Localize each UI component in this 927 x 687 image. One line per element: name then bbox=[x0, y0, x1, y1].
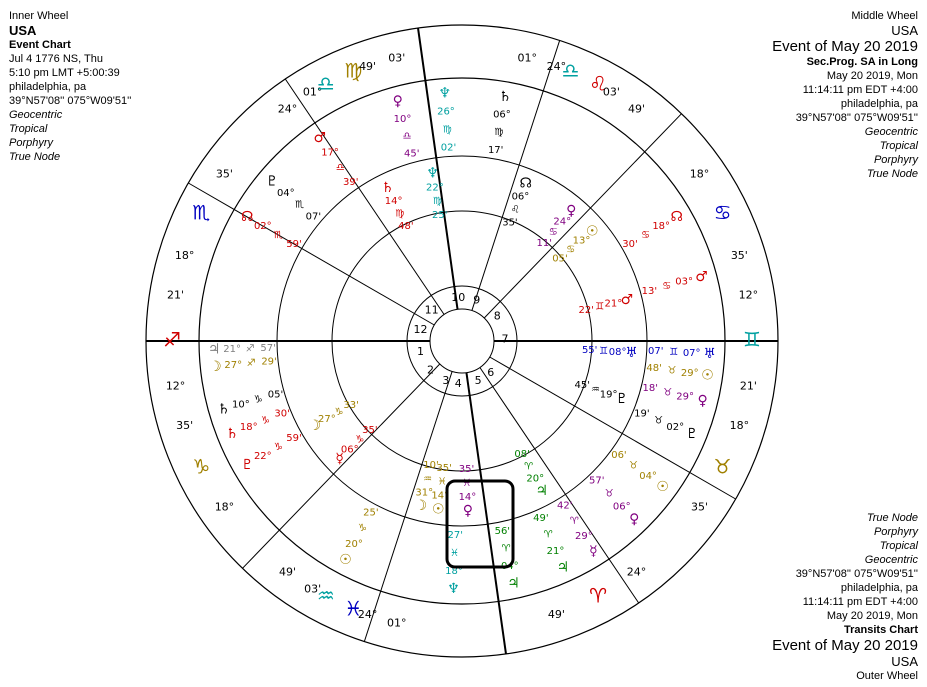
planet-degree: 06° bbox=[511, 191, 530, 203]
planet-glyph: ♆ bbox=[438, 85, 451, 102]
planet-minute: 57' bbox=[589, 475, 605, 487]
planet-degree: 21° bbox=[604, 298, 623, 310]
zodiac-sign-glyph: ♎ bbox=[561, 58, 580, 83]
planet-sign-glyph: ♋ bbox=[641, 230, 651, 241]
planet-degree: 04° bbox=[500, 560, 519, 572]
planet-glyph: ☊ bbox=[670, 209, 683, 225]
zodiac-sign-glyph: ♉ bbox=[713, 454, 732, 479]
middle-wheel-label: Middle Wheel bbox=[851, 10, 918, 22]
sign-minute-label: 35' bbox=[215, 167, 233, 181]
zodiac-sign-glyph: ♏ bbox=[192, 200, 211, 225]
planet-degree: 17° bbox=[321, 147, 339, 159]
outer-chart-event: Event of May 20 2019 bbox=[772, 637, 918, 654]
planet-minute: 25' bbox=[363, 507, 379, 519]
planet-minute: 11' bbox=[536, 237, 553, 249]
sign-degree-label: 24° bbox=[546, 59, 567, 73]
planet-glyph: ♄ bbox=[381, 180, 394, 197]
planet-degree: 24° bbox=[553, 216, 572, 228]
zodiac-sign-glyph: ♍ bbox=[344, 58, 363, 83]
middle-chart-name: USA bbox=[891, 23, 918, 38]
planet-minute: 07' bbox=[647, 346, 664, 358]
outer-chart-time: 11:14:11 pm EDT +4:00 bbox=[802, 596, 918, 608]
planet-minute: 33' bbox=[343, 400, 359, 411]
planet-minute: 30' bbox=[274, 408, 290, 420]
sign-minute-label: 03' bbox=[304, 582, 322, 596]
planet-degree: 07° bbox=[682, 348, 701, 360]
planet-degree: 19° bbox=[599, 389, 618, 401]
planet-minute: 42' bbox=[557, 500, 573, 512]
planet-glyph: ☉ bbox=[701, 367, 714, 384]
sign-minute-label: 49' bbox=[628, 102, 646, 116]
planet-minute: 22' bbox=[578, 305, 594, 317]
house-number: 8 bbox=[493, 309, 501, 323]
planet-degree: 14° bbox=[431, 490, 450, 502]
sign-minute-label: 35' bbox=[691, 500, 709, 514]
zodiac-sign-glyph: ♌ bbox=[589, 71, 608, 96]
sign-minute-label: 49' bbox=[278, 565, 296, 579]
planet-sign-glyph: ♈ bbox=[524, 461, 534, 473]
outer-setting: Geocentric bbox=[864, 554, 918, 566]
planet-sign-glyph: ♑ bbox=[273, 442, 283, 453]
planet-sign-glyph: ♉ bbox=[663, 387, 673, 399]
house-number: 4 bbox=[454, 376, 462, 390]
planet-glyph: ☿ bbox=[335, 451, 345, 468]
zodiac-sign-glyph: ♊ bbox=[743, 327, 761, 352]
planet-minute: 45' bbox=[404, 148, 420, 160]
zodiac-sign-glyph: ♓ bbox=[344, 596, 363, 621]
planet-glyph: ☽ bbox=[209, 358, 222, 375]
planet-degree: 22° bbox=[253, 451, 272, 462]
planet-minute: 05' bbox=[267, 389, 284, 401]
house-number: 10 bbox=[451, 291, 466, 305]
sign-degree-label: 24° bbox=[277, 102, 298, 116]
planet-sign-glyph: ♍ bbox=[494, 127, 504, 139]
house-cusp-line bbox=[472, 40, 560, 310]
planet-minute: 08' bbox=[514, 449, 530, 461]
planet-sign-glyph: ♐ bbox=[246, 358, 256, 370]
planet-minute: 13' bbox=[641, 285, 658, 297]
planet-sign-glyph: ♑ bbox=[260, 415, 270, 427]
planet-minute: 49' bbox=[533, 513, 549, 525]
planet-sign-glyph: ♉ bbox=[667, 365, 677, 377]
planet-minute: 30' bbox=[622, 239, 638, 250]
house-cusp-line bbox=[285, 79, 444, 314]
planet-sign-glyph: ♒ bbox=[423, 473, 433, 485]
planet-minute: 19' bbox=[634, 408, 650, 420]
planet-degree: 03° bbox=[675, 276, 694, 288]
planet-sign-glyph: ♉ bbox=[654, 415, 664, 427]
sign-minute-label: 03' bbox=[388, 51, 406, 65]
planet-minute: 18' bbox=[642, 382, 658, 394]
planet-minute: 25' bbox=[432, 209, 448, 221]
outer-chart-place: philadelphia, pa bbox=[840, 582, 918, 594]
planet-sign-glyph: ♈ bbox=[569, 515, 579, 527]
planet-degree: 18° bbox=[445, 565, 463, 577]
outer-chart-coords: 39°N57'08'' 075°W09'51'' bbox=[795, 568, 918, 580]
planet-glyph: ♇ bbox=[685, 425, 699, 442]
planet-glyph: ☉ bbox=[656, 478, 669, 495]
planet-sign-glyph: ♍ bbox=[442, 124, 452, 136]
planet-sign-glyph: ♓ bbox=[437, 476, 447, 488]
planet-minute: 07' bbox=[305, 211, 322, 223]
planet-sign-glyph: ♑ bbox=[357, 523, 367, 535]
planet-glyph: ♅ bbox=[703, 345, 716, 362]
sign-degree-label: 18° bbox=[174, 249, 195, 263]
zodiac-sign-glyph: ♑ bbox=[192, 454, 211, 479]
planet-degree: 31° bbox=[415, 487, 434, 499]
planet-glyph: ♂ bbox=[313, 129, 327, 146]
planet-sign-glyph: ♉ bbox=[604, 488, 614, 500]
planet-sign-glyph: ♊ bbox=[599, 345, 609, 357]
inner-setting: True Node bbox=[9, 151, 61, 163]
outer-chart-name: USA bbox=[891, 654, 918, 669]
house-number: 1 bbox=[416, 345, 424, 359]
sign-minute-label: 03' bbox=[602, 85, 620, 99]
middle-chart-place: philadelphia, pa bbox=[840, 98, 918, 110]
planet-sign-glyph: ♏ bbox=[273, 230, 283, 241]
outer-chart-type: Transits Chart bbox=[844, 624, 918, 636]
planet-minute: 57' bbox=[260, 342, 276, 354]
planet-degree: 29° bbox=[575, 531, 593, 543]
planet-degree: 14° bbox=[384, 195, 403, 207]
planet-sign-glyph: ♎ bbox=[335, 162, 345, 174]
planet-sign-glyph: ♓ bbox=[450, 547, 460, 559]
planet-minute: 17' bbox=[487, 144, 504, 156]
planet-degree: 18° bbox=[652, 221, 671, 232]
planet-degree: 04° bbox=[276, 188, 295, 200]
sign-degree-label: 12° bbox=[165, 379, 186, 393]
outer-setting: Porphyry bbox=[873, 526, 918, 538]
middle-setting: Geocentric bbox=[864, 126, 918, 138]
inner-chart-time: 5:10 pm LMT +5:00:39 bbox=[9, 67, 120, 79]
planet-minute: 35' bbox=[436, 462, 452, 474]
planet-degree: 27° bbox=[224, 360, 243, 372]
sign-minute-label: 35' bbox=[730, 249, 748, 263]
planet-minute: 48' bbox=[398, 220, 414, 232]
inner-setting: Geocentric bbox=[9, 109, 63, 121]
planet-glyph: ♃ bbox=[556, 559, 570, 576]
planet-minute: 06' bbox=[611, 450, 627, 462]
sign-minute-label: 49' bbox=[359, 59, 377, 73]
planet-glyph: ♃ bbox=[207, 341, 221, 358]
sign-minute-label: 49' bbox=[547, 608, 565, 622]
planet-glyph: ☽ bbox=[308, 418, 322, 434]
planet-minute: 39' bbox=[342, 177, 359, 189]
planet-degree: 27° bbox=[318, 414, 336, 425]
sign-degree-label: 18° bbox=[689, 167, 710, 181]
planet-glyph: ♇ bbox=[615, 391, 629, 408]
planet-glyph: ♆ bbox=[426, 165, 439, 182]
planet-minute: 27' bbox=[447, 529, 463, 541]
planet-minute: 56' bbox=[494, 525, 511, 537]
planet-minute: 59' bbox=[286, 433, 302, 444]
zodiac-sign-glyph: ♎ bbox=[316, 71, 335, 96]
planet-degree: 02° bbox=[253, 221, 272, 232]
middle-chart-event: Event of May 20 2019 bbox=[772, 38, 918, 55]
inner-chart-coords: 39°N57'08'' 075°W09'51'' bbox=[9, 95, 132, 107]
planet-minute: 35' bbox=[502, 217, 518, 229]
house-number: 6 bbox=[487, 365, 495, 379]
planet-glyph: ☊ bbox=[519, 175, 532, 192]
planet-degree: 13° bbox=[572, 235, 591, 247]
sign-minute-label: 21' bbox=[739, 379, 757, 393]
planet-degree: 18° bbox=[239, 422, 258, 434]
planet-degree: 10° bbox=[393, 113, 412, 125]
planet-glyph: ♄ bbox=[498, 88, 512, 105]
planet-sign-glyph: ♈ bbox=[543, 529, 553, 541]
planet-degree: 20° bbox=[526, 473, 545, 485]
planet-sign-glyph: ♑ bbox=[355, 434, 365, 446]
inner-setting: Porphyry bbox=[9, 137, 54, 149]
planet-glyph: ♂ bbox=[695, 268, 708, 285]
zodiac-sign-glyph: ♐ bbox=[163, 327, 181, 352]
planet-sign-glyph: ♑ bbox=[334, 407, 344, 418]
planet-glyph: ☊ bbox=[241, 209, 254, 225]
planet-sign-glyph: ♓ bbox=[462, 477, 472, 489]
middle-setting: True Node bbox=[866, 168, 918, 180]
planet-degree: 10° bbox=[232, 399, 250, 411]
planet-glyph: ♅ bbox=[625, 344, 638, 361]
sign-degree-label: 01° bbox=[302, 85, 323, 99]
planet-glyph: ☉ bbox=[339, 551, 352, 568]
house-number: 3 bbox=[442, 373, 450, 387]
planet-minute: 48' bbox=[646, 362, 662, 374]
sign-degree-label: 18° bbox=[214, 500, 235, 514]
planet-sign-glyph: ♋ bbox=[566, 244, 576, 256]
planet-sign-glyph: ♉ bbox=[629, 460, 638, 472]
planet-degree: 21° bbox=[223, 344, 242, 356]
planet-sign-glyph: ♈ bbox=[501, 543, 511, 555]
planet-sign-glyph: ♊ bbox=[595, 301, 605, 313]
planet-sign-glyph: ♐ bbox=[245, 343, 255, 355]
sign-degree-label: 24° bbox=[357, 608, 378, 622]
planet-minute: 35' bbox=[458, 463, 475, 475]
house-number: 2 bbox=[427, 363, 435, 377]
planet-minute: 10' bbox=[423, 460, 439, 472]
planet-glyph: ♇ bbox=[265, 173, 279, 190]
inner-chart-name: USA bbox=[9, 23, 37, 38]
zodiac-sign-glyph: ♒ bbox=[316, 583, 335, 608]
planet-glyph: ♀ bbox=[566, 202, 577, 219]
inner-chart-type: Event Chart bbox=[9, 39, 71, 51]
inner-wheel-label: Inner Wheel bbox=[9, 10, 69, 22]
inner-chart-place: philadelphia, pa bbox=[9, 81, 87, 93]
planet-degree: 21° bbox=[546, 546, 565, 558]
outer-chart-date: May 20 2019, Mon bbox=[826, 610, 918, 622]
planet-minute: 29' bbox=[261, 356, 277, 368]
planet-degree: 29° bbox=[680, 368, 699, 380]
planet-glyph: ♀ bbox=[392, 93, 403, 110]
planet-minute: 02' bbox=[440, 142, 457, 154]
planet-degree: 26° bbox=[437, 106, 455, 118]
planet-glyph: ♃ bbox=[507, 575, 520, 592]
planet-degree: 20° bbox=[345, 539, 363, 551]
house-number: 12 bbox=[413, 322, 428, 336]
planet-sign-glyph: ♊ bbox=[669, 347, 679, 359]
planet-glyph: ☽ bbox=[414, 497, 428, 514]
middle-chart-type: Sec.Prog. SA in Long bbox=[806, 56, 918, 68]
planet-glyph: ♃ bbox=[535, 483, 549, 500]
planet-sign-glyph: ♒ bbox=[590, 384, 600, 396]
planet-degree: 02° bbox=[666, 422, 685, 434]
planet-sign-glyph: ♋ bbox=[548, 227, 558, 239]
zodiac-sign-glyph: ♋ bbox=[713, 200, 732, 225]
house-number: 11 bbox=[424, 303, 439, 317]
planet-degree: 29° bbox=[676, 391, 695, 403]
outer-setting: Tropical bbox=[879, 540, 918, 552]
sign-minute-label: 21' bbox=[167, 288, 185, 302]
middle-setting: Tropical bbox=[879, 140, 918, 152]
planet-glyph: ♆ bbox=[447, 580, 460, 597]
planet-minute: 05' bbox=[552, 253, 568, 265]
inner-chart-date: Jul 4 1776 NS, Thu bbox=[9, 53, 103, 65]
planet-degree: 08° bbox=[608, 346, 627, 358]
planet-degree: 06° bbox=[340, 444, 359, 456]
planet-glyph: ♀ bbox=[697, 392, 708, 409]
planet-minute: 45' bbox=[574, 379, 591, 391]
planet-degree: 14° bbox=[458, 491, 477, 503]
planet-sign-glyph: ♌ bbox=[510, 204, 520, 216]
planet-sign-glyph: ♎ bbox=[402, 131, 412, 143]
outer-setting: True Node bbox=[866, 512, 918, 524]
planet-glyph: ♀ bbox=[462, 502, 474, 519]
planet-sign-glyph: ♍ bbox=[432, 196, 442, 208]
house-number: 9 bbox=[473, 293, 481, 307]
planet-sign-glyph: ♋ bbox=[662, 281, 672, 293]
house-number: 5 bbox=[474, 373, 482, 387]
planet-degree: 04° bbox=[639, 471, 657, 483]
sign-degree-label: 01° bbox=[517, 51, 537, 65]
planet-glyph: ♄ bbox=[225, 425, 239, 442]
planet-minute: 59' bbox=[286, 239, 302, 250]
middle-chart-coords: 39°N57'08'' 075°W09'51'' bbox=[795, 112, 918, 124]
middle-chart-date: May 20 2019, Mon bbox=[826, 70, 918, 82]
planet-degree: 06° bbox=[612, 501, 631, 513]
planet-glyph: ♇ bbox=[240, 457, 254, 473]
middle-setting: Porphyry bbox=[873, 154, 918, 166]
sign-degree-label: 24° bbox=[626, 565, 647, 579]
zodiac-sign-glyph: ♈ bbox=[589, 583, 608, 608]
planet-sign-glyph: ♍ bbox=[395, 208, 405, 220]
planet-glyph: ♂ bbox=[620, 291, 634, 308]
center-circle bbox=[430, 309, 494, 373]
planet-sign-glyph: ♏ bbox=[295, 199, 305, 211]
planet-degree: 22° bbox=[426, 182, 444, 194]
inner-setting: Tropical bbox=[9, 123, 48, 135]
planet-sign-glyph: ♑ bbox=[253, 394, 263, 406]
planet-glyph: ☿ bbox=[589, 543, 598, 560]
house-number: 7 bbox=[501, 332, 509, 346]
planet-minute: 55' bbox=[581, 344, 598, 356]
planet-minute: 35' bbox=[362, 424, 378, 436]
planet-glyph: ♀ bbox=[629, 511, 640, 528]
sign-degree-label: 12° bbox=[738, 288, 759, 302]
planet-glyph: ☉ bbox=[432, 501, 445, 518]
sign-degree-label: 01° bbox=[387, 616, 407, 630]
middle-chart-time: 11:14:11 pm EDT +4:00 bbox=[802, 84, 918, 96]
outer-wheel-label: Outer Wheel bbox=[856, 670, 918, 682]
planet-degree: 06° bbox=[493, 109, 511, 121]
sign-degree-label: 18° bbox=[729, 418, 750, 432]
planet-glyph: ☉ bbox=[585, 223, 599, 240]
sign-minute-label: 35' bbox=[176, 418, 194, 432]
planet-glyph: ♄ bbox=[217, 401, 230, 418]
